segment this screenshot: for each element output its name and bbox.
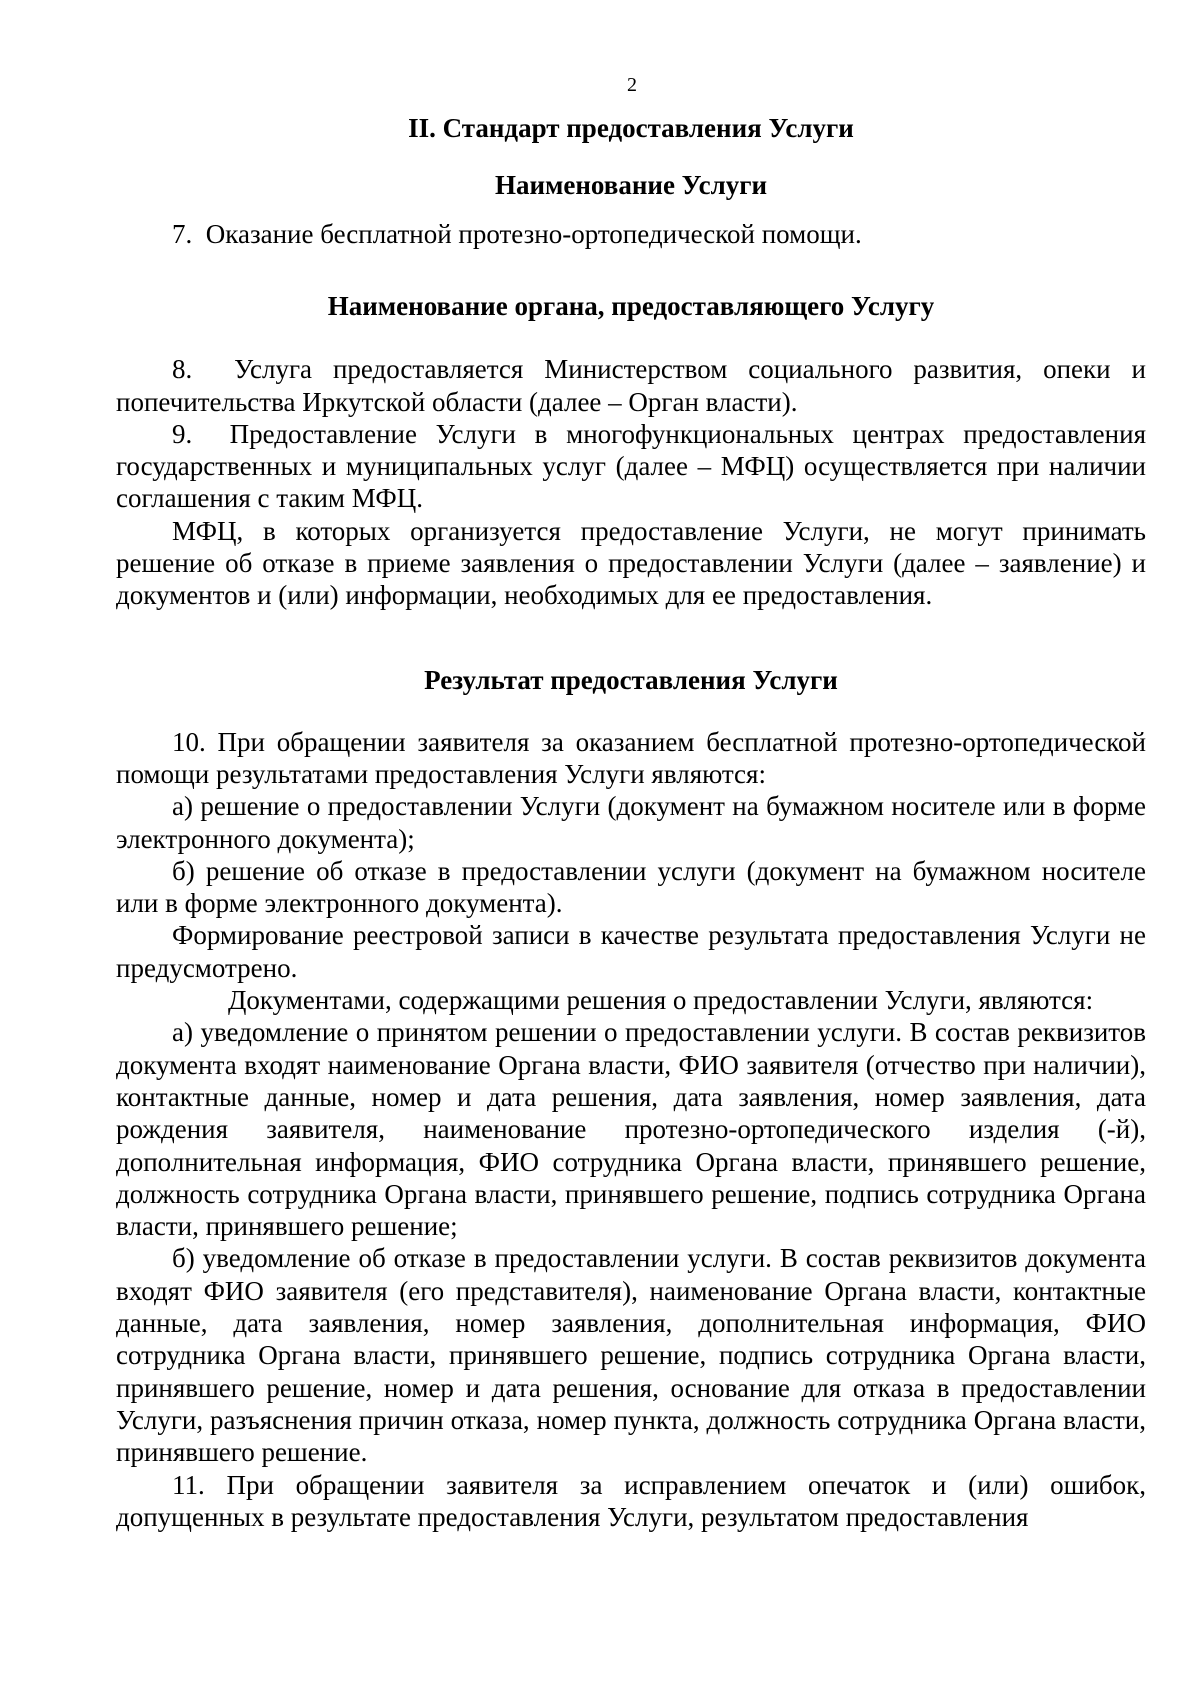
paragraph-10: 10. При обращении заявителя за оказанием бесплатной протезно-ортопедической помощи результатами предоставления Услуги являются: (116, 726, 1146, 789)
section-title: II. Стандарт предоставления Услуги (408, 113, 854, 143)
paragraph-11: 11. При обращении заявителя за исправлением опечаток и (или) ошибок, допущенных в результате предоставления Услуги, результатом предоставления (116, 1469, 1146, 1532)
paragraph-10-notice-granted: а) уведомление о принятом решении о предоставлении услуги. В состав реквизитов документа входят наименование Органа власти, ФИО заявителя (отчество при наличии), контактные данные, номер и дата решения, дата заявления, номер заявления, дата рождения заявителя, наименование протезно-ортопедического изделия (-й), дополнительная информация, ФИО сотрудника Органа власти, принявшего решение, должность сотрудника Органа власти, принявшего решение, подпись сотрудника Органа власти, принявшего решение; (116, 1017, 1146, 1242)
paragraph-10-documents: Документами, содержащими решения о предоставлении Услуги, являются: (228, 985, 1094, 1016)
paragraph-10-notice-refused: б) уведомление об отказе в предоставлении услуги. В состав реквизитов документа входят ФИО заявителя (его представителя), наименование Органа власти, контактные данные, дата заявления, номер заявления, дополнительная информация, ФИО сотрудника Органа власти, принявшего решение, подпись сотрудника Органа власти, принявшего решение, номер и дата решения, основание для отказа в предоставлении Услуги, разъяснения причин отказа, номер пункта, должность сотрудника Органа власти, принявшего решение. (116, 1243, 1146, 1468)
paragraph-10-b: б) решение об отказе в предоставлении услуги (документ на бумажном носителе или в форме электронного документа). (116, 855, 1146, 919)
paragraph-10-registry: Формирование реестровой записи в качестве результата предоставления Услуги не предусмотрено. (116, 920, 1146, 983)
subheading-service-name: Наименование Услуги (494, 170, 768, 200)
subheading-authority: Наименование органа, предоставляющего Услугу (327, 291, 935, 322)
subheading-result: Результат предоставления Услуги (424, 664, 838, 695)
page-number: 2 (627, 74, 637, 96)
paragraph-7: 7. Оказание бесплатной протезно-ортопедической помощи. (172, 219, 862, 249)
paragraph-10-a: а) решение о предоставлении Услуги (документ на бумажном носителе или в форме электронного документа); (116, 791, 1146, 854)
paragraph-8: 8. Услуга предоставляется Министерством социального развития, опеки и попечительства Иркутской области (далее – Орган власти). (116, 354, 1146, 417)
paragraph-9: 9. Предоставление Услуги в многофункциональных центрах предоставления государственных и муниципальных услуг (далее – МФЦ) осуществляется при наличии соглашения с таким МФЦ. (116, 418, 1146, 514)
paragraph-9-mfc: МФЦ, в которых организуется предоставление Услуги, не могут принимать решение об отказе в приеме заявления о предоставлении Услуги (далее – заявление) и документов и (или) информации, необходимых для ее предоставления. (116, 515, 1146, 611)
document-body (116, 112, 1146, 1533)
